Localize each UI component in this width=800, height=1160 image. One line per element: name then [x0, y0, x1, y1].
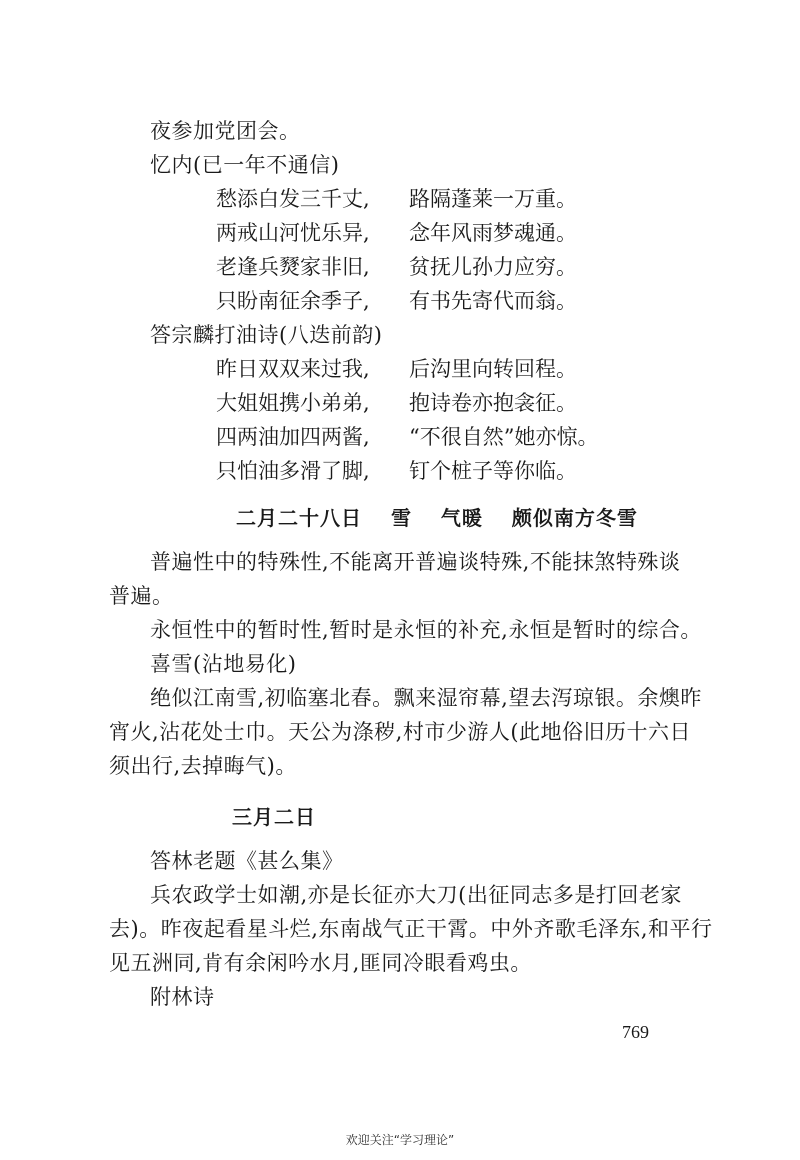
poem-title: 喜雪(沾地易化) [150, 652, 297, 676]
poem-line-second: 有书先寄代而翁。 [409, 289, 577, 313]
text-line: 绝似江南雪,初临塞北春。飘来湿帘幕,望去泻琼银。余燠昨 [150, 686, 702, 710]
text-line: 见五洲同,肯有余闲吟水月,匪同冷眼看鸡虫。 [109, 951, 532, 975]
text-line: 兵农政学士如潮,亦是长征亦大刀(出征同志多是打回老家 [150, 883, 682, 907]
poem-line-first: 愁添白发三千丈, [216, 187, 370, 211]
text-line: 附林诗 [150, 985, 215, 1009]
text-line: 宵火,沾花处士巾。天公为涤秽,村市少游人(此地俗旧历十六日 [109, 720, 692, 744]
footer-caption: 欢迎关注“学习理论” [345, 1133, 455, 1147]
poem-line-second: 抱诗卷亦抱衾征。 [409, 391, 577, 415]
poem-line-first: 昨日双双来过我, [216, 357, 370, 381]
text-line: 普遍性中的特殊性,不能离开普遍谈特殊,不能抹煞特殊谈 [150, 550, 681, 574]
poem-line-first: 大姐姐携小弟弟, [216, 391, 370, 415]
poem-line-second: 后沟里向转回程。 [409, 357, 577, 381]
poem-line-second: “不很自然”她亦惊。 [409, 425, 599, 449]
poem-line-first: 四两油加四两酱, [216, 425, 370, 449]
poem-line-first: 只盼南征余季子, [216, 289, 370, 313]
poem-line-first: 老逢兵燹家非旧, [216, 255, 370, 279]
text-line: 去)。昨夜起看星斗烂,东南战气正干霄。中外齐歌毛泽东,和平行 [109, 917, 713, 941]
poem-line-second: 贫抚儿孙力应穷。 [409, 255, 577, 279]
date-heading: 三月二日 [232, 805, 316, 829]
poem-title: 答林老题《甚么集》 [150, 849, 344, 873]
poem-line-second: 路隔蓬莱一万重。 [409, 187, 577, 211]
poem-line-first: 只怕油多滑了脚, [216, 459, 370, 483]
poem-line-second: 念年风雨梦魂通。 [409, 221, 577, 245]
poem-line-first: 两戒山河忧乐异, [216, 221, 370, 245]
text-line: 须出行,去掉晦气)。 [109, 754, 297, 778]
poem-title: 忆内(已一年不通信) [150, 153, 340, 177]
text-line: 普遍。 [109, 584, 174, 608]
poem-title: 答宗麟打油诗(八迭前韵) [150, 323, 383, 347]
text-line: 夜参加党团会。 [150, 119, 301, 143]
text-line: 永恒性中的暂时性,暂时是永恒的补充,永恒是暂时的综合。 [150, 618, 702, 642]
date-heading: 二月二十八日 雪 气暖 颇似南方冬雪 [236, 506, 638, 530]
poem-line-second: 钉个桩子等你临。 [409, 459, 577, 483]
page-number: 769 [622, 1022, 649, 1042]
